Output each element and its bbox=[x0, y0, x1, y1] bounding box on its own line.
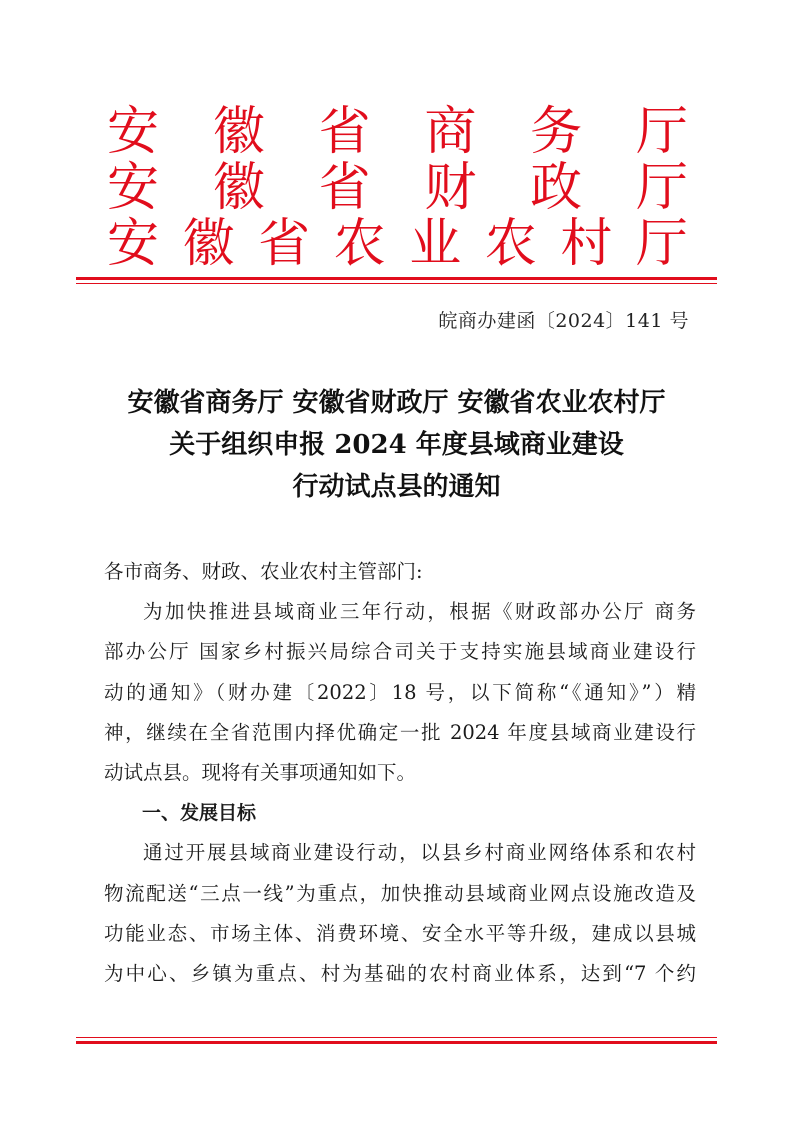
title-line: 行动试点县的通知 bbox=[292, 472, 501, 502]
issuer-char: 村 bbox=[560, 214, 613, 274]
issuer-char: 业 bbox=[409, 214, 462, 274]
issuer-char: 商 bbox=[424, 102, 477, 162]
header-red-rule-thin bbox=[76, 283, 717, 284]
issuer-char: 徽 bbox=[212, 158, 265, 218]
section-heading: 一、发展目标 bbox=[142, 802, 257, 825]
header-red-rule bbox=[76, 277, 717, 280]
footer-red-rule-thin bbox=[76, 1037, 717, 1038]
issuer-char: 厅 bbox=[635, 158, 688, 218]
issuer-char: 安 bbox=[106, 102, 159, 162]
paragraph-line: 神，继续在全省范围内择优确定一批 2024 年度县域商业建设行 bbox=[104, 720, 696, 744]
paragraph-line: 动的通知》（财办建〔2022〕18 号，以下简称“《通知》”）精 bbox=[104, 680, 696, 704]
issuer-line-agriculture bbox=[105, 216, 690, 272]
intro-paragraph bbox=[104, 592, 696, 793]
paragraph-line: 部办公厅 国家乡村振兴局综合司关于支持实施县域商业建设行 bbox=[104, 640, 696, 664]
title-line: 安徽省商务厅 安徽省财政厅 安徽省农业农村厅 bbox=[127, 388, 666, 418]
document-number: 皖商办建函〔2024〕141 号 bbox=[438, 310, 689, 332]
title-line: 关于组织申报 2024 年度县域商业建设 bbox=[169, 430, 624, 460]
issuer-char: 财 bbox=[424, 158, 477, 218]
issuer-char: 徽 bbox=[212, 102, 265, 162]
issuer-char: 政 bbox=[530, 158, 583, 218]
footer-red-rule bbox=[76, 1041, 717, 1044]
issuer-line-finance bbox=[105, 160, 690, 216]
issuer-char: 安 bbox=[106, 214, 159, 274]
paragraph-line: 功能业态、市场主体、消费环境、安全水平等升级，建成以县城 bbox=[104, 921, 696, 945]
issuer-char: 农 bbox=[333, 214, 386, 274]
paragraph-line: 动试点县。现将有关事项通知如下。 bbox=[104, 761, 417, 785]
issuer-line-commerce bbox=[105, 104, 690, 160]
document-body bbox=[104, 552, 696, 994]
issuer-char: 厅 bbox=[635, 214, 688, 274]
paragraph-line: 为加快推进县域商业三年行动，根据《财政部办公厅 商务 bbox=[143, 600, 696, 624]
paragraph-line: 物流配送“三点一线”为重点，加快推动县域商业网点设施改造及 bbox=[104, 881, 696, 905]
paragraph-line: 为中心、乡镇为重点、村为基础的农村商业体系，达到“7 个约 bbox=[104, 962, 696, 986]
issuer-char: 务 bbox=[530, 102, 583, 162]
issuer-char: 厅 bbox=[635, 102, 688, 162]
paragraph-line: 通过开展县域商业建设行动，以县乡村商业网络体系和农村 bbox=[143, 841, 696, 865]
goals-paragraph bbox=[104, 833, 696, 994]
document-title bbox=[76, 382, 717, 508]
issuer-header bbox=[105, 104, 690, 272]
issuer-char: 省 bbox=[318, 158, 371, 218]
issuer-char: 省 bbox=[318, 102, 371, 162]
issuer-char: 农 bbox=[484, 214, 537, 274]
issuer-char: 安 bbox=[106, 158, 159, 218]
issuer-char: 省 bbox=[258, 214, 311, 274]
salutation: 各市商务、财政、农业农村主管部门: bbox=[104, 560, 423, 583]
issuer-char: 徽 bbox=[182, 214, 235, 274]
